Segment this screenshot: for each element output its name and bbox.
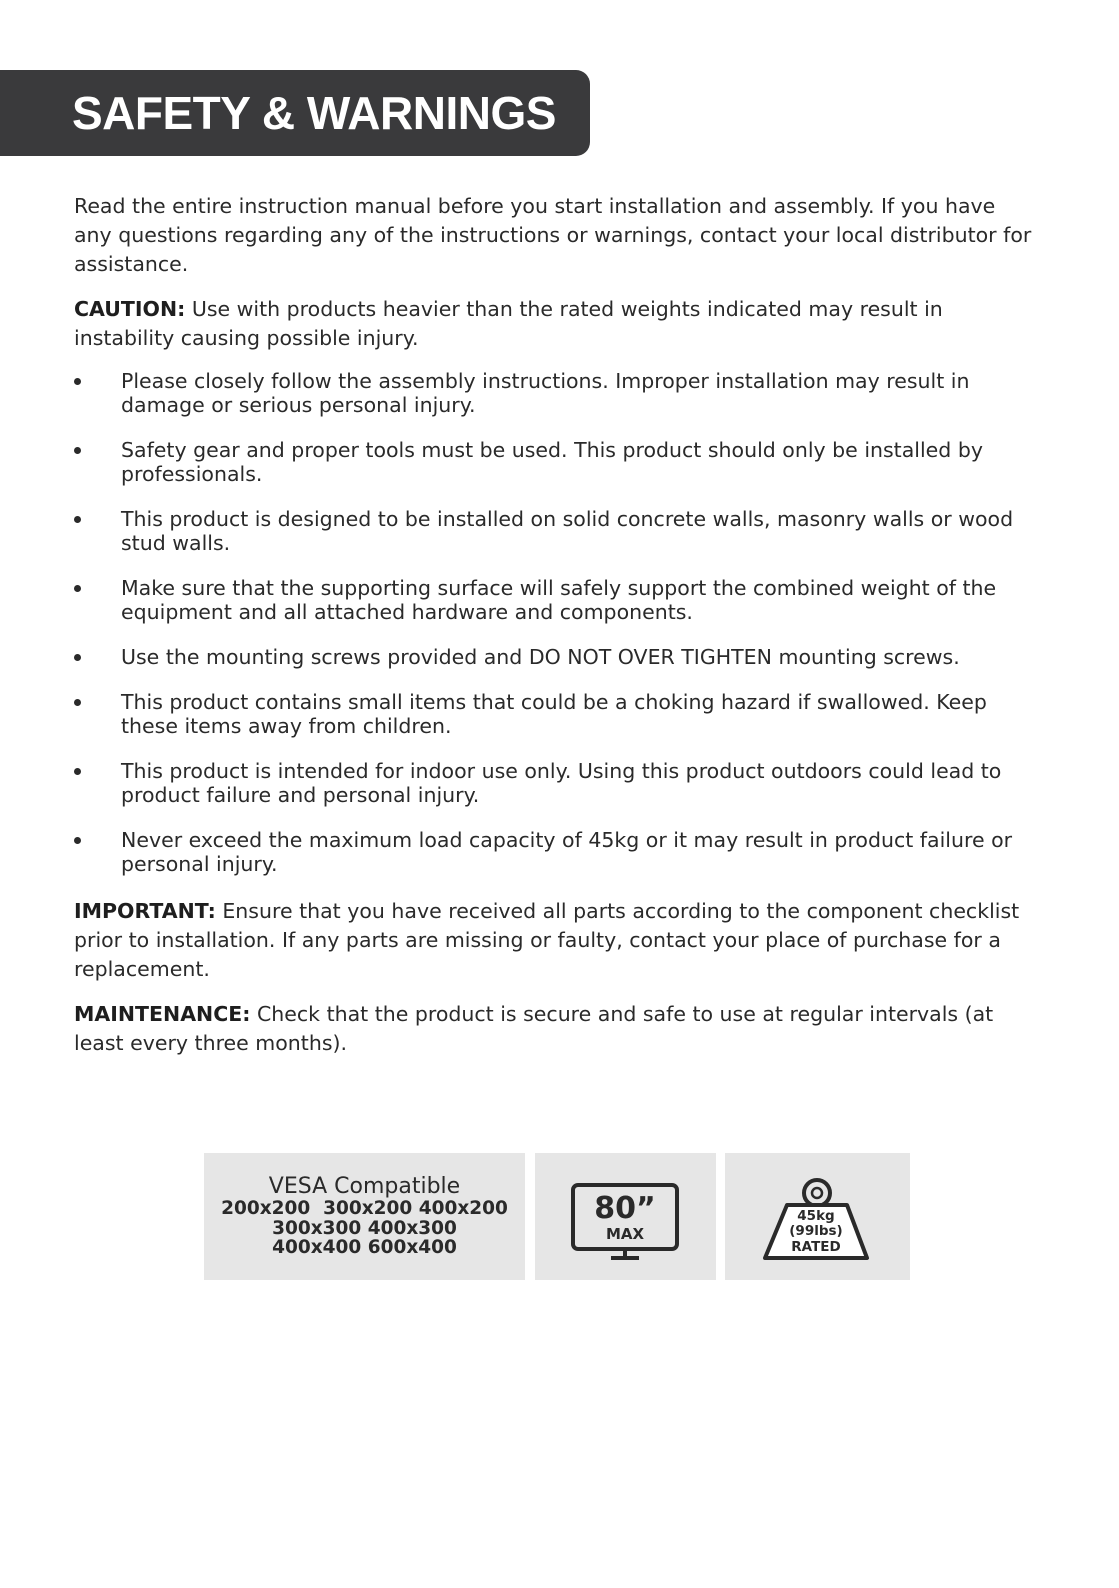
page-title: SAFETY & WARNINGS [72, 87, 556, 139]
list-item [74, 438, 1034, 486]
caution-label: CAUTION: [74, 297, 186, 321]
caution-text: Use with products heavier than the rated weights indicated may result in instability causing possible injury. [74, 297, 943, 350]
bullet-icon [74, 585, 81, 592]
list-item-text: Never exceed the maximum load capacity of 45kg or it may result in product failure or personal injury. [121, 828, 1013, 876]
important-label: IMPORTANT: [74, 899, 216, 923]
list-item-text: Use the mounting screws provided and DO NOT OVER TIGHTEN mounting screws. [121, 645, 960, 669]
list-item [74, 690, 1034, 738]
bullet-icon [74, 378, 81, 385]
header-bar [0, 70, 590, 156]
bullet-icon [74, 768, 81, 775]
bullet-icon [74, 447, 81, 454]
list-item-text: This product is designed to be installed on solid concrete walls, masonry walls or wood stud walls. [121, 507, 1014, 555]
maintenance-text: Check that the product is secure and safe to use at regular intervals (at least every three months). [74, 1002, 994, 1055]
maintenance-label: MAINTENANCE: [74, 1002, 251, 1026]
list-item [74, 759, 1034, 807]
bullet-icon [74, 516, 81, 523]
bullet-icon [74, 699, 81, 706]
monitor-icon [535, 1153, 716, 1280]
list-item [74, 645, 1034, 669]
list-item-text: Please closely follow the assembly instructions. Improper installation may result in damage or serious personal injury. [121, 369, 970, 417]
main-content [74, 192, 1034, 1074]
list-item [74, 828, 1034, 876]
important-paragraph [74, 897, 1034, 984]
weight-lbs: (99lbs) [789, 1223, 843, 1239]
important-text: Ensure that you have received all parts according to the component checklist prior to installation. If any parts are missing or faulty, contact your place of purchase for a replacement. [74, 899, 1020, 981]
screen-size-value: 80” [594, 1191, 656, 1226]
bullet-icon [74, 654, 81, 661]
weight-rating-badge [725, 1153, 910, 1280]
screen-size-badge [535, 1153, 716, 1280]
maintenance-paragraph [74, 1000, 1034, 1058]
list-item-text: This product is intended for indoor use only. Using this product outdoors could lead to product failure and personal injury. [121, 759, 1002, 807]
intro-paragraph: Read the entire instruction manual before you start installation and assembly. If you have any questions regarding any of the instructions or warnings, contact your local distributor for assistance. [74, 194, 1032, 276]
list-item [74, 369, 1034, 417]
weight-kg: 45kg [797, 1208, 835, 1224]
list-item [74, 507, 1034, 555]
vesa-sizes-line: 400x400 600x400 [272, 1237, 457, 1258]
warning-list [74, 369, 1034, 876]
list-item-text: This product contains small items that could be a choking hazard if swallowed. Keep these items away from children. [121, 690, 987, 738]
vesa-sizes-line: 200x200 300x200 400x200 [221, 1198, 508, 1219]
vesa-title: VESA Compatible [268, 1174, 461, 1199]
weight-rated-label: RATED [791, 1239, 841, 1255]
spec-badges [204, 1153, 910, 1280]
list-item [74, 576, 1034, 624]
list-item-text: Safety gear and proper tools must be used. This product should only be installed by professionals. [121, 438, 983, 486]
bullet-icon [74, 837, 81, 844]
list-item-text: Make sure that the supporting surface will safely support the combined weight of the equipment and all attached hardware and components. [121, 576, 997, 624]
screen-size-label: MAX [605, 1225, 645, 1243]
caution-paragraph [74, 295, 1034, 353]
weight-icon [725, 1153, 910, 1280]
vesa-badge [204, 1153, 525, 1280]
vesa-sizes-line: 300x300 400x300 [272, 1217, 457, 1239]
